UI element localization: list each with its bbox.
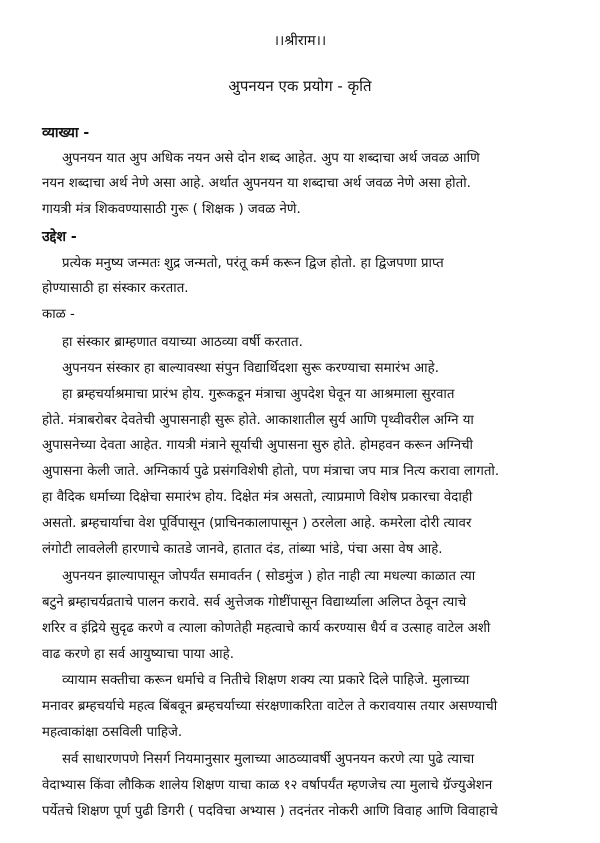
paragraph-line: सर्व साधारणपणे निसर्ग नियमानुसार मुलाच्या आठव्यावर्षी अुपनयन करणे त्या पुढे त्याचा bbox=[62, 752, 475, 767]
paragraph-line: गायत्री मंत्र शिकवण्यासाठी गुरू ( शिक्षक ) जवळ नेणे. bbox=[42, 202, 301, 217]
paragraph-line: नयन शब्दाचा अर्थ नेणे असा आहे. अर्थात अुपनयन या शब्दाचा अर्थ जवळ नेणे असा होतो. bbox=[42, 176, 471, 191]
paragraph-line: अुपनयन यात अुप अधिक नयन असे दोन शब्द आहेत. अुप या शब्दाचा अर्थ जवळ आणि bbox=[62, 151, 480, 166]
paragraph-line: पर्येतचे शिक्षण पूर्ण पुढी डिगरी ( पदविचा अभ्यास ) तदनंतर नोकरी आणि विवाह आणि विवाहाचे bbox=[42, 804, 498, 819]
paragraph-line: व्यायाम सक्तीचा करून धर्माचे व नितीचे शिक्षण शक्य त्या प्रकारे दिले पाहिजे. मुलाच्या bbox=[62, 673, 470, 688]
paragraph-line: हा संस्कार ब्राम्हणात वयाच्या आठव्या वर्षी करतात. bbox=[62, 335, 303, 350]
paragraph-line: अुपनयन झाल्यापासून जोपर्यंत समावर्तन ( सोडमुंज ) होत नाही त्या मधल्या काळात त्या bbox=[62, 569, 476, 584]
section-heading-uddesh: उद्देश - bbox=[42, 229, 77, 245]
paragraph-line: लंगोटी लावलेली हारणाचे कातडे जानवे, हातात दंड, तांब्या भांडे, पंचा असा वेष आहे. bbox=[42, 542, 443, 557]
paragraph-line: अुपनयन संस्कार हा बाल्यावस्था संपुन विद्यार्थिदशा सुरू करण्याचा समारंभ आहे. bbox=[62, 361, 439, 376]
page-title: अुपनयन एक प्रयोग - कृति bbox=[228, 77, 372, 95]
section-heading-vyakhya: व्याख्या - bbox=[42, 125, 90, 141]
paragraph-line: मनावर ब्रम्हचर्याचे महत्व बिंबवून ब्रम्हचर्याच्या संरक्षणाकरिता वाटेल ते करावयास तयार असण्याची bbox=[42, 699, 498, 714]
header-shriram: ।।श्रीराम।। bbox=[273, 33, 327, 49]
paragraph-line: अुपासना केली जाते. अग्निकार्य पुढे प्रसंगविशेषी होतो, पण मंत्राचा जप मात्र नित्य करावा लागतो. bbox=[42, 464, 500, 479]
section-heading-kal: काळ - bbox=[42, 307, 75, 322]
paragraph-line: अुपासनेच्या देवता आहेत. गायत्री मंत्राने सूर्याची अुपासना सुरु होते. होमहवन करून अग्निची bbox=[42, 438, 473, 453]
paragraph-line: हा ब्रम्हचर्याश्रमाचा प्रारंभ होय. गुरूकडून मंत्राचा अुपदेश घेवून या आश्रमाला सुरवात bbox=[62, 387, 455, 402]
paragraph-line: हा वैदिक धर्माच्या दिक्षेचा समारंभ होय. दिक्षेत मंत्र असतो, त्याप्रमाणे विशेष प्रकारचा वेदाही bbox=[42, 490, 473, 505]
paragraph-line: होते. मंत्राबरोबर देवतेची अुपासनाही सुरू होते. आकाशातील सुर्य आणि पृथ्वीवरील अग्नि या bbox=[42, 413, 474, 428]
paragraph-line: वेदाभ्यास किंवा लौकिक शालेय शिक्षण याचा काळ १२ वर्षापर्यंत म्हणजेच त्या मुलाचे ग्रॅज्युअेशन bbox=[42, 778, 493, 793]
paragraph-line: असतो. ब्रम्हचार्याचा वेश पूर्विपासून (प्राचिनकालापासून ) ठरलेला आहे. कमरेला दोरी त्यावर bbox=[42, 516, 472, 531]
paragraph-line: महत्वाकांक्षा ठसविली पाहिजे. bbox=[42, 725, 183, 740]
paragraph-line: शरिर व इंद्रिये सुदृढ करणे व त्याला कोणतेही महत्वाचे कार्य करण्यास धैर्य व उत्साह वाटेल अशी bbox=[42, 621, 491, 636]
paragraph-line: बटुने ब्रम्हाचर्यव्रताचे पालन करावे. सर्व अुत्तेजक गोष्टींपासून विद्यार्थ्याला अलिप्त ठेवून त्याचे bbox=[42, 595, 467, 610]
paragraph-line: प्रत्येक मनुष्य जन्मतः शुद्र जन्मतो, परंतू कर्म करून द्विज होतो. हा द्विजपणा प्राप्त bbox=[62, 256, 444, 271]
paragraph-line: होण्यासाठी हा संस्कार करतात. bbox=[42, 281, 189, 296]
paragraph-line: वाढ करणे हा सर्व आयुष्याचा पाया आहे. bbox=[42, 647, 234, 662]
